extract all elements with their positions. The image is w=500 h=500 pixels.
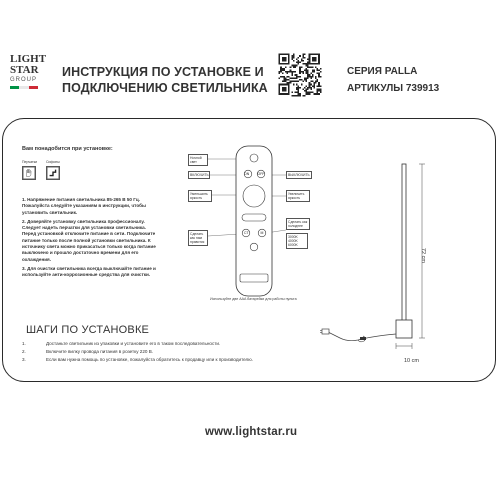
logo-line1: LIGHT xyxy=(10,53,47,65)
step-number: 1. xyxy=(22,341,26,346)
callout-on: ВКЛЮЧИТЬ xyxy=(190,173,209,177)
brand-logo xyxy=(10,54,50,102)
tool-label: Сифоны xyxy=(46,160,60,164)
qr-code-icon[interactable] xyxy=(277,52,323,98)
steps-heading: ШАГИ ПО УСТАНОВКЕ xyxy=(26,324,150,336)
on-button[interactable]: ON xyxy=(244,171,250,176)
logo-line2: STAR xyxy=(10,64,39,76)
callout-night: Ночной свет xyxy=(188,154,208,166)
memory-button[interactable]: M xyxy=(260,231,264,235)
lamp-height-label: 72 cm xyxy=(420,248,426,263)
lamp-drawing xyxy=(318,160,438,370)
gloves-icon xyxy=(22,166,36,180)
list-item xyxy=(22,356,322,364)
gloves-label: Перчатки xyxy=(22,160,38,164)
safety-note: 2. Доверяйте установку светильника профессионалу. Следует надеть перчатки для установки светильника. Перед установкой отключите питание в сети. Подключите питание только после полной установки светильника. К источнику света можно прикасаться только когда питание выключено и прошло достаточно времени для его охлаждения. xyxy=(22,218,156,262)
safety-note: 3. Для очистки светильника всегда выключайте питание и используйте анти-коррозионные средства для очистки. xyxy=(22,265,156,278)
ct-button[interactable]: CT xyxy=(244,231,249,235)
tools-heading: Вам понадобится при установке: xyxy=(22,146,113,152)
safety-notes xyxy=(22,197,157,282)
italian-flag-icon xyxy=(10,86,38,89)
step-text: Достаньте светильник из упаковки и установите его в таком последовательности. xyxy=(46,341,221,346)
title-line2: ПОДКЛЮЧЕНИЮ СВЕТИЛЬНИКА xyxy=(62,81,268,95)
callout-bright-down: Уменьшить яркость xyxy=(188,190,212,202)
lamp-width-label: 10 cm xyxy=(404,358,419,364)
callout-cct: Сделать как холоднее xyxy=(286,218,310,230)
list-item xyxy=(22,348,322,356)
battery-caption: Используйте две AAA батарейки для работы пульта xyxy=(210,297,297,301)
callout-memory: Сделать как нам нравится xyxy=(188,230,208,246)
step-number: 2. xyxy=(22,349,26,354)
callout-off: ВЫКЛЮЧИТЬ xyxy=(286,171,312,179)
logo-group: GROUP xyxy=(10,77,38,83)
step-number: 3. xyxy=(22,357,26,362)
callout-bright-up: Увеличить яркость xyxy=(286,190,310,202)
page-title xyxy=(62,64,272,96)
list-item xyxy=(22,340,322,348)
step-text: Если вам нужна помощь по установке, пожалуйста обратитесь к продавцу или к производителю. xyxy=(46,357,253,362)
series-label: СЕРИЯ PALLA xyxy=(347,66,418,77)
title-line1: ИНСТРУКЦИЯ ПО УСТАНОВКЕ И xyxy=(62,65,264,79)
step-text: Включите вилку провода питания в розетку 220 В. xyxy=(46,349,154,354)
steps-list xyxy=(22,340,322,364)
tool-icon xyxy=(46,166,60,180)
off-button[interactable]: OFF xyxy=(257,171,265,176)
safety-note: 1. Напряжение питания светильника 85-265 В 50 Гц. Пожалуйста следуйте указаниям в инструкции, чтобы установить светильник. xyxy=(22,197,146,215)
website-link[interactable]: www.lightstar.ru xyxy=(205,426,298,438)
remote-diagram xyxy=(186,140,316,310)
article-label: АРТИКУЛЫ 739913 xyxy=(347,83,440,94)
tool-item xyxy=(46,160,60,185)
callout-temps: 3000K 4000K 6000K xyxy=(286,233,308,249)
gloves-item xyxy=(22,160,37,185)
